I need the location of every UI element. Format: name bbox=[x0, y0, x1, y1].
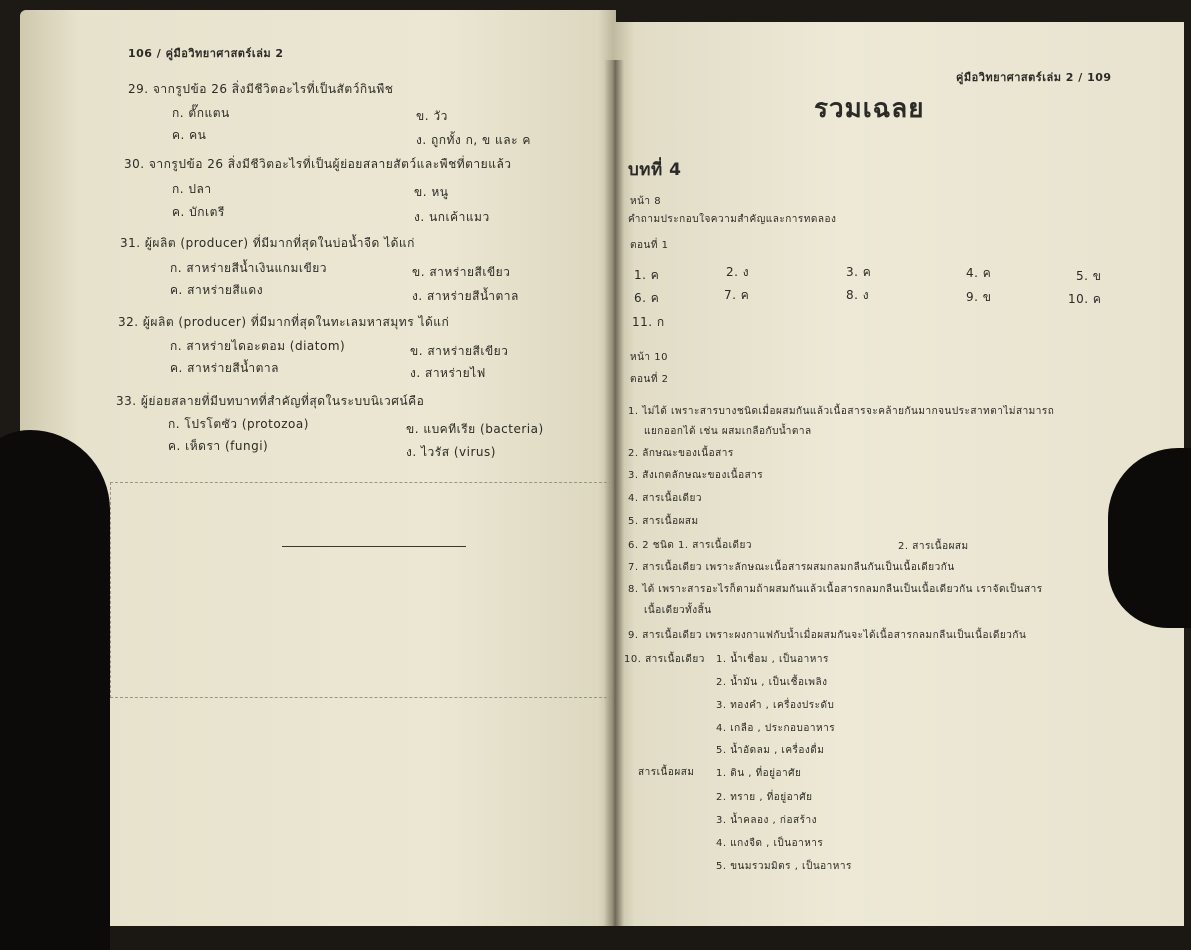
heterogeneous-item-5: 5. ขนมรวมมิตร , เป็นอาหาร bbox=[716, 861, 852, 872]
answer-6: 6. ค bbox=[634, 291, 660, 305]
heterogeneous-item-4: 4. แกงจืด , เป็นอาหาร bbox=[716, 838, 824, 849]
question-33: 33. ผู้ย่อยสลายที่มีบทบาทที่สำคัญที่สุดในระบบนิเวศน์คือ bbox=[116, 394, 425, 408]
section1-part-label: ตอนที่ 1 bbox=[630, 240, 669, 251]
question-29-option-d: ง. ถูกทั้ง ก, ข และ ค bbox=[416, 133, 531, 147]
question-32-option-b: ข. สาหร่ายสีเขียว bbox=[410, 344, 509, 358]
question-29-option-c: ค. คน bbox=[172, 128, 207, 142]
right-page-header: คู่มือวิทยาศาสตร์เล่ม 2 / 109 bbox=[956, 71, 1112, 84]
homogeneous-item-1: 1. น้ำเชื่อม , เป็นอาหาร bbox=[716, 654, 829, 665]
section2-line-1b: แยกออกได้ เช่น ผสมเกลือกับน้ำตาล bbox=[644, 426, 812, 437]
blank-underline bbox=[282, 546, 466, 547]
question-32-option-a: ก. สาหร่ายไดอะตอม (diatom) bbox=[170, 339, 346, 353]
question-31-option-c: ค. สาหร่ายสีแดง bbox=[170, 283, 264, 297]
homogeneous-item-3: 3. ทองคำ , เครื่องประดับ bbox=[716, 700, 835, 711]
homogeneous-item-2: 2. น้ำมัน , เป็นเชื้อเพลิง bbox=[716, 677, 828, 688]
section2-line-6b: 2. สารเนื้อผสม bbox=[898, 541, 969, 552]
section2-line-8b: เนื้อเดียวทั้งสิ้น bbox=[644, 605, 712, 616]
question-30-option-a: ก. ปลา bbox=[172, 182, 212, 196]
question-33-option-d: ง. ไวรัส (virus) bbox=[406, 445, 496, 459]
section2-line-9: 9. สารเนื้อเดียว เพราะผงกาแฟกับน้ำเมื่อผสมกันจะได้เนื้อสารกลมกลืนเป็นเนื้อเดียวกัน bbox=[628, 630, 1027, 641]
answer-8: 8. ง bbox=[846, 288, 870, 302]
homogeneous-item-5: 5. น้ำอัดลม , เครื่องดื่ม bbox=[716, 745, 825, 756]
question-33-option-a: ก. โปรโตซัว (protozoa) bbox=[168, 417, 309, 431]
answer-7: 7. ค bbox=[724, 288, 750, 302]
blank-frame bbox=[110, 482, 612, 698]
question-33-option-b: ข. แบคทีเรีย (bacteria) bbox=[406, 422, 544, 436]
section2-line-8: 8. ได้ เพราะสารอะไรก็ตามถ้าผสมกันแล้วเนื้อสารกลมกลืนเป็นเนื้อเดียวกัน เราจัดเป็นสาร bbox=[628, 584, 1043, 595]
question-31-option-d: ง. สาหร่ายสีน้ำตาล bbox=[412, 289, 519, 303]
section2-line-5: 5. สารเนื้อผสม bbox=[628, 516, 699, 527]
section2-line-7: 7. สารเนื้อเดียว เพราะลักษณะเนื้อสารผสมกลมกลืนกันเป็นเนื้อเดียวกัน bbox=[628, 562, 955, 573]
section2-line-10: 10. สารเนื้อเดียว bbox=[624, 654, 705, 665]
answer-1: 1. ค bbox=[634, 268, 660, 282]
section2-line-4: 4. สารเนื้อเดียว bbox=[628, 493, 702, 504]
question-32: 32. ผู้ผลิต (producer) ที่มีมากที่สุดในทะเลมหาสมุทร ได้แก่ bbox=[118, 315, 450, 329]
question-32-option-d: ง. สาหร่ายไฟ bbox=[410, 366, 486, 380]
question-31-option-b: ข. สาหร่ายสีเขียว bbox=[412, 265, 511, 279]
question-30-option-d: ง. นกเค้าแมว bbox=[414, 210, 490, 224]
answer-2: 2. ง bbox=[726, 265, 750, 279]
section2-line-2: 2. ลักษณะของเนื้อสาร bbox=[628, 448, 734, 459]
question-33-option-c: ค. เห็ดรา (fungi) bbox=[168, 439, 269, 453]
heterogeneous-item-3: 3. น้ำคลอง , ก่อสร้าง bbox=[716, 815, 817, 826]
homogeneous-item-4: 4. เกลือ , ประกอบอาหาร bbox=[716, 723, 836, 734]
answer-3: 3. ค bbox=[846, 265, 872, 279]
answer-11: 11. ก bbox=[632, 315, 665, 329]
left-page-header: 106 / คู่มือวิทยาศาสตร์เล่ม 2 bbox=[128, 47, 284, 60]
heterogeneous-item-1: 1. ดิน , ที่อยู่อาศัย bbox=[716, 768, 802, 779]
answer-10: 10. ค bbox=[1068, 292, 1102, 306]
answer-key-title: รวมเฉลย bbox=[814, 94, 925, 124]
heterogeneous-item-2: 2. ทราย , ที่อยู่อาศัย bbox=[716, 792, 813, 803]
section2-part-label: ตอนที่ 2 bbox=[630, 374, 669, 385]
question-30: 30. จากรูปข้อ 26 สิ่งมีชีวิตอะไรที่เป็นผู้ย่อยสลายสัตว์และพืชที่ตายแล้ว bbox=[124, 157, 512, 171]
section2-line-1: 1. ไม่ได้ เพราะสารบางชนิดเมื่อผสมกันแล้วเนื้อสารจะคล้ายกันมากจนประสาทตาไม่สามารถ bbox=[628, 406, 1055, 417]
question-31: 31. ผู้ผลิต (producer) ที่มีมากที่สุดในบ่อน้ำจืด ได้แก่ bbox=[120, 236, 415, 250]
answer-5: 5. ข bbox=[1076, 269, 1102, 283]
left-thumb bbox=[0, 430, 110, 950]
section1-heading: คำถามประกอบใจความสำคัญและการทดลอง bbox=[628, 214, 837, 225]
question-29: 29. จากรูปข้อ 26 สิ่งมีชีวิตอะไรที่เป็นสัตว์กินพืช bbox=[128, 82, 394, 96]
question-30-option-c: ค. บักเตรี bbox=[172, 205, 225, 219]
answer-9: 9. ข bbox=[966, 290, 992, 304]
section2-line-3: 3. สังเกตลักษณะของเนื้อสาร bbox=[628, 470, 764, 481]
question-30-option-b: ข. หนู bbox=[414, 185, 449, 199]
question-31-option-a: ก. สาหร่ายสีน้ำเงินแกมเขียว bbox=[170, 261, 327, 275]
section1-page-label: หน้า 8 bbox=[630, 196, 662, 207]
section2-line-10b: สารเนื้อผสม bbox=[638, 767, 695, 778]
section2-page-label: หน้า 10 bbox=[630, 352, 668, 363]
question-29-option-a: ก. ตั๊กแตน bbox=[172, 106, 230, 120]
question-32-option-c: ค. สาหร่ายสีน้ำตาล bbox=[170, 361, 279, 375]
chapter-heading: บทที่ 4 bbox=[628, 160, 682, 180]
section2-line-6: 6. 2 ชนิด 1. สารเนื้อเดียว bbox=[628, 540, 753, 551]
answer-4: 4. ค bbox=[966, 266, 992, 280]
question-29-option-b: ข. วัว bbox=[416, 109, 448, 123]
